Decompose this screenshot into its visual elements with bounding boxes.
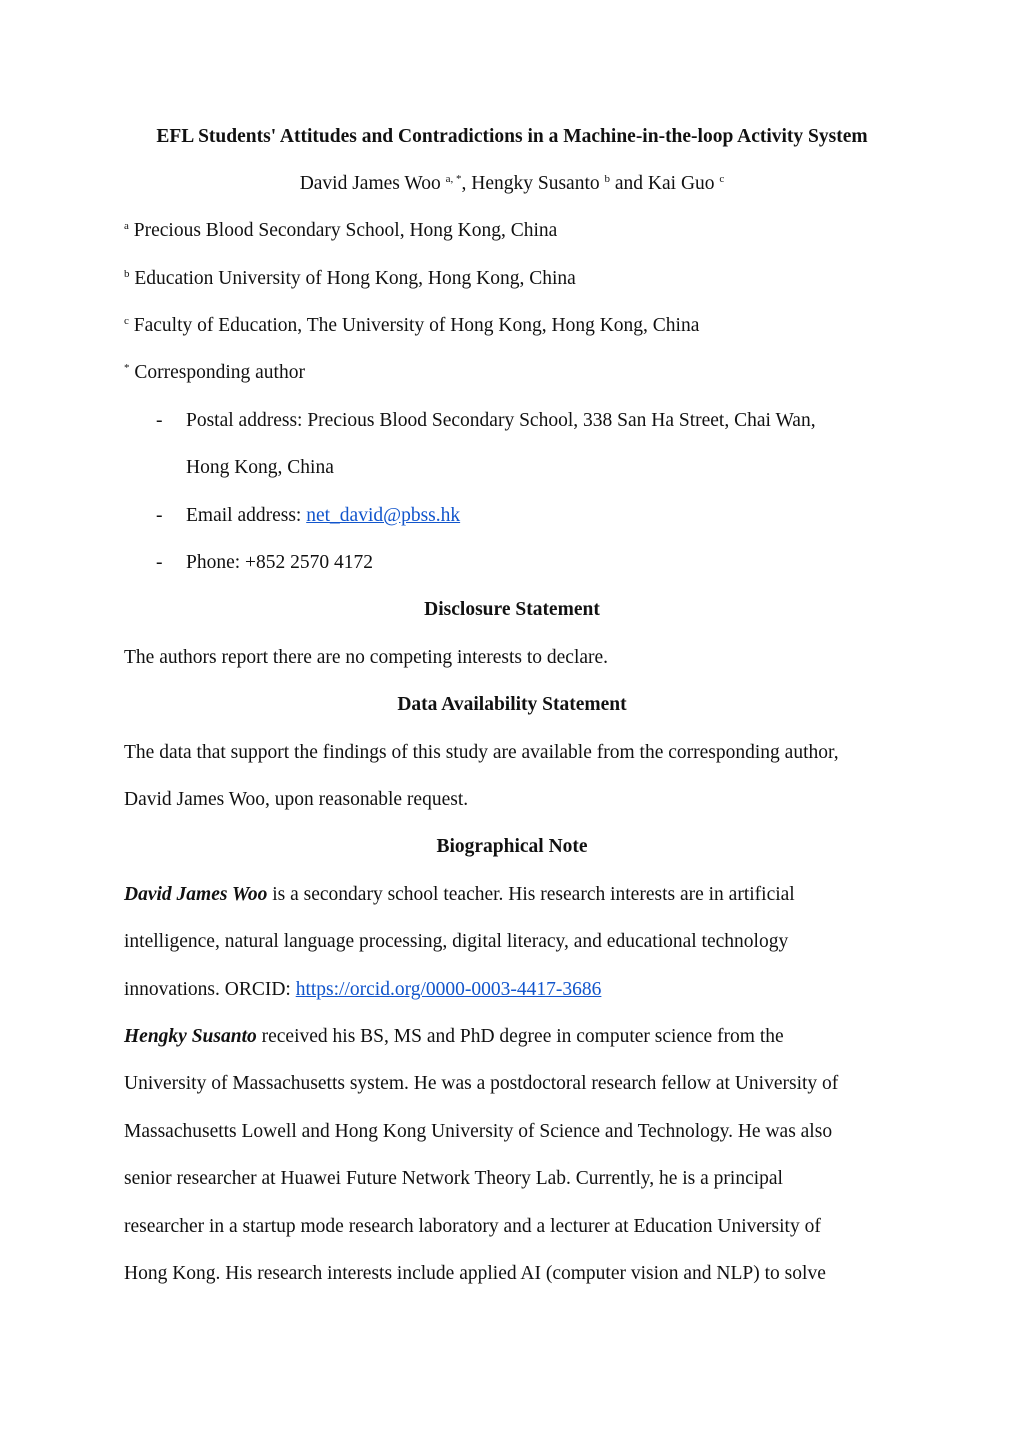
email-link[interactable]: net_david@pbss.hk (306, 505, 461, 526)
disclosure-heading: Disclosure Statement (424, 599, 600, 620)
affiliation-text: Education University of Hong Kong, Hong Kong, China (134, 268, 576, 289)
bio-susanto-line5: researcher in a startup mode research laboratory and a lecturer at Education University of (124, 1216, 821, 1237)
email-line (186, 504, 460, 528)
affiliation-marker: c (124, 315, 129, 327)
affiliation-text: Precious Blood Secondary School, Hong Kong, China (133, 220, 558, 241)
bio-woo-line3 (124, 978, 601, 1002)
affiliation-marker: a (124, 220, 129, 232)
bio-heading: Biographical Note (436, 836, 588, 857)
bio-susanto-line3: Massachusetts Lowell and Hong Kong University of Science and Technology. He was also (124, 1121, 833, 1142)
affiliation-b (124, 267, 576, 291)
bio-woo-name: David James Woo (124, 884, 268, 905)
bio-woo-orcid-label: innovations. ORCID: (124, 979, 296, 1000)
bio-susanto-line6: Hong Kong. His research interests include applied AI (computer vision and NLP) to solve (124, 1263, 826, 1284)
disclosure-text: The authors report there are no competing interests to declare. (124, 647, 609, 668)
author-list (0, 172, 1024, 196)
email-label: Email address: (186, 505, 307, 526)
affiliation-marker: * (124, 362, 130, 374)
bio-susanto-text: received his BS, MS and PhD degree in computer science from the (256, 1026, 784, 1047)
author-guo: and Kai Guo (610, 173, 715, 194)
affiliation-text: Faculty of Education, The University of Hong Kong, Hong Kong, China (133, 315, 700, 336)
bio-woo-line2: intelligence, natural language processing, digital literacy, and educational technology (124, 931, 789, 952)
list-bullet: - (156, 410, 163, 431)
affiliation-a (124, 219, 557, 243)
bio-susanto-line4: senior researcher at Huawei Future Network Theory Lab. Currently, he is a principal (124, 1168, 783, 1189)
corresponding-author-note (124, 361, 305, 385)
author-guo-affiliation: c (719, 173, 725, 185)
author-woo-affiliation: a, * (445, 173, 462, 185)
bio-susanto-name: Hengky Susanto (124, 1026, 257, 1047)
postal-address-line2: Hong Kong, China (186, 457, 334, 478)
phone-line: Phone: +852 2570 4172 (186, 552, 374, 573)
bio-woo-text: is a secondary school teacher. His research interests are in artificial (267, 884, 795, 905)
bio-susanto-line1 (124, 1025, 784, 1049)
list-bullet: - (156, 552, 163, 573)
author-susanto-affiliation: b (604, 173, 611, 185)
affiliation-marker: b (124, 268, 130, 280)
author-woo: David James Woo (299, 173, 441, 194)
bio-woo-line1 (124, 883, 795, 907)
affiliation-text: Corresponding author (134, 362, 305, 383)
data-availability-line1: The data that support the findings of this study are available from the corresponding author, (124, 742, 839, 763)
affiliation-c (124, 314, 699, 338)
data-availability-line2: David James Woo, upon reasonable request. (124, 789, 469, 810)
list-bullet: - (156, 505, 163, 526)
orcid-link[interactable]: https://orcid.org/0000-0003-4417-3686 (295, 979, 602, 1000)
paper-title: EFL Students' Attitudes and Contradictions in a Machine-in-the-loop Activity System (156, 126, 868, 147)
author-susanto: , Hengky Susanto (461, 173, 600, 194)
data-availability-heading: Data Availability Statement (397, 694, 627, 715)
bio-susanto-line2: University of Massachusetts system. He was a postdoctoral research fellow at University of (124, 1073, 839, 1094)
postal-address-line1: Postal address: Precious Blood Secondary School, 338 San Ha Street, Chai Wan, (186, 410, 816, 431)
